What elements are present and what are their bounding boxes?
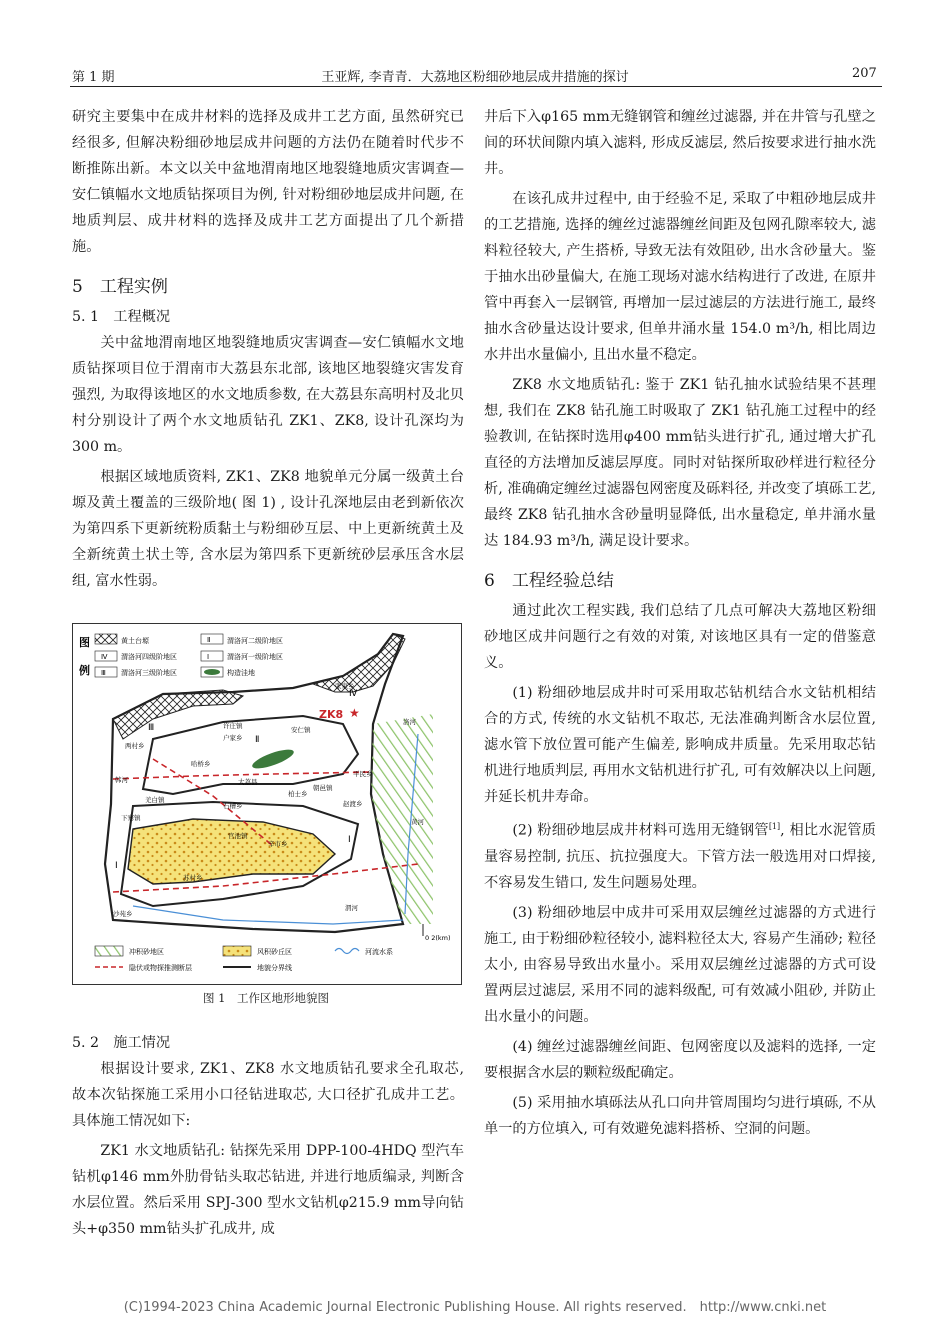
place-label: 赵渡乡 bbox=[343, 800, 363, 808]
legend-roman-i: Ⅰ bbox=[207, 653, 210, 661]
place-label: 两村乡 bbox=[125, 742, 145, 750]
place-label: 黄河 bbox=[411, 818, 424, 826]
legend-roman-ii: Ⅱ bbox=[207, 636, 211, 644]
issue-label: 第 1 期 bbox=[72, 70, 115, 85]
place-label: 柏士乡 bbox=[288, 790, 308, 798]
place-label: 张家乡 bbox=[335, 682, 355, 690]
place-label: 官池镇 bbox=[228, 832, 248, 840]
section-5-1-title: 5. 1 工程概况 bbox=[72, 309, 171, 325]
place-label: 石槽乡 bbox=[223, 802, 243, 810]
right-paragraph-1: 井后下入φ165 mm无缝钢管和缠丝过滤器, 并在井管与孔壁之间的环状间隙内填入滤料, 形成反滤层, 然后按要求进行抽水洗井。 bbox=[484, 109, 876, 177]
legend-roman-iv: Ⅳ bbox=[101, 653, 108, 661]
legend-tableland: 黄土台塬 bbox=[121, 637, 149, 645]
section-6-intro: 通过此次工程实践, 我们总结了几点可解决大荔地区粉细砂地区成井问题行之有效的对策, 对该地区具有一定的借鉴意义。 bbox=[484, 603, 876, 671]
page-number: 207 bbox=[852, 66, 877, 81]
zone-ii: Ⅱ bbox=[255, 735, 260, 745]
section-6-item-5: (5) 采用抽水填砾法从孔口向井管周围均匀进行填砾, 不从单一的方位填入, 可有效避免滤料搭桥、空洞的问题。 bbox=[484, 1094, 876, 1137]
figure-caption: 图 1 工作区地形地貌图 bbox=[203, 991, 329, 1005]
section-6-title: 6 工程经验总结 bbox=[484, 571, 614, 591]
terrain-map bbox=[73, 624, 461, 984]
section-5-2-title: 5. 2 施工情况 bbox=[72, 1035, 171, 1051]
place-label: 韩河 bbox=[115, 776, 128, 784]
figure-1-map bbox=[72, 623, 462, 985]
legend-weihe-4: 渭洛河四级阶地区 bbox=[121, 653, 177, 661]
item-2-text-a: (2) 粉细砂地层成井材料可选用无缝钢管 bbox=[512, 822, 769, 839]
legend-river-icon bbox=[335, 949, 359, 954]
section-5-title: 5 工程实例 bbox=[72, 277, 168, 297]
legend-weihe-3: 渭洛河三级阶地区 bbox=[121, 669, 177, 677]
zk8-label: ZK8 bbox=[319, 708, 344, 721]
intro-paragraph: 研究主要集中在成井材料的选择及成井工艺方面, 虽然研究已经很多, 但解决粉细砂地层成井问题的方法仍在随着时代步不断推陈出新。本文以关中盆地渭南地区地裂缝地质灾害调查—安仁镇幅水文地质钻探项目为例, 针对粉细砂地层成井问题, 在地质判层、成井材料的选择及成井工艺方面提出了几个新措施。 bbox=[72, 109, 464, 255]
place-label: 羌白镇 bbox=[145, 796, 165, 804]
legend-swatch-ii bbox=[201, 634, 223, 644]
legend-swatch-tableland bbox=[95, 634, 117, 644]
legend-weihe-2: 渭洛河二级阶地区 bbox=[227, 637, 283, 645]
legend-fault: 隐伏或物探推测断层 bbox=[129, 964, 192, 972]
place-label: 大荔县 bbox=[238, 778, 258, 786]
zone-i-w: Ⅰ bbox=[115, 861, 118, 871]
place-label: 沙苑乡 bbox=[113, 910, 133, 918]
place-label: 朝邑镇 bbox=[313, 784, 333, 792]
place-label: 户家乡 bbox=[223, 734, 243, 742]
place-label: 苏村乡 bbox=[183, 874, 203, 882]
place-label: 许庄镇 bbox=[223, 722, 243, 730]
scale-label: 0 2(km) bbox=[425, 934, 451, 942]
zone-i-e: Ⅰ bbox=[348, 835, 351, 845]
right-paragraph-3: ZK8 水文地质钻孔: 鉴于 ZK1 钻孔抽水试验结果不甚理想, 我们在 ZK8 钻孔施工时吸取了 ZK1 钻孔施工过程中的经验教训, 在钻探时选用φ400 mm钻头进行扩孔, 通过增大扩孔直径的方法增加反滤层厚度。同时对钻探所取砂样进行粒径分析, 准确确定缠丝过滤器包网密度及砾料径, 并改变了填砾工艺, 最终 ZK8 钻孔抽水含砂量明显降低, 出水量稳定, 单井涌水量达 184.93 m³/h, 满足设计要求。 bbox=[484, 377, 876, 549]
section-6-item-3: (3) 粉细砂地层中成井可采用双层缠丝过滤器的方式进行施工, 由于粉细砂粒径较小, 滤料粒径太大, 容易产生涌砂; 粒径太小, 由容易导致出水量小。采用双层缠丝过滤器的方式可设置两层过滤层, 采用不同的滤料级配, 可有效减小阻砂, 并防止出水量小的问题。 bbox=[484, 904, 876, 1025]
legend-title-1: 图 bbox=[79, 636, 90, 649]
place-label: 渭河 bbox=[345, 904, 358, 912]
section-5-2-paragraph-1: 根据设计要求, ZK1、ZK8 水文地质钻孔要求全孔取芯, 故本次钻探施工采用小口径钻进取芯, 大口径扩孔成井工艺。具体施工情况如下: bbox=[72, 1061, 464, 1129]
legend-boundary: 地貌分界线 bbox=[257, 964, 292, 972]
left-column-lower bbox=[72, 1030, 464, 1246]
legend-alluvial: 冲积砂地区 bbox=[129, 948, 164, 956]
place-label: 辛市乡 bbox=[268, 840, 288, 848]
tableland-ne bbox=[313, 634, 405, 692]
depression-icon bbox=[204, 669, 220, 675]
right-paragraph-2: 在该孔成井过程中, 由于经验不足, 采取了中粗砂地层成井的工艺措施, 选择的缠丝过滤器缠丝间距及包网孔隙率较大, 滤料粒径较大, 产生搭桥, 导致无法有效阻砂, 出水含砂量大。鉴于抽水出砂量偏大, 在施工现场对滤水结构进行了改进, 在原井管中再套入一层钢管, 再增加一层过滤层的方法进行施工, 最终抽水含砂量达设计要求, 但单井涌水量 154.0 m³/h, 相比周边水井出水量偏小, 且出水量不稳定。 bbox=[484, 191, 876, 363]
legend-eolian: 风积砂丘区 bbox=[257, 948, 292, 956]
zk8-star-icon: ★ bbox=[349, 706, 360, 720]
left-column bbox=[72, 104, 464, 598]
zone-iv: Ⅳ bbox=[349, 689, 358, 699]
header-rule bbox=[70, 86, 882, 87]
item-2-text-b: , 相比水泥管质量容易控制, 抗压、抗拉强度大。下管方法一般选用对口焊接, 不容易发生错口, 发生问题易处理。 bbox=[484, 822, 876, 891]
legend-roman-iii: Ⅲ bbox=[101, 669, 106, 677]
legend-title-2: 例 bbox=[79, 664, 90, 677]
section-5-1-paragraph-2: 根据区域地质资料, ZK1、ZK8 地貌单元分属一级黄土台塬及黄土覆盖的三级阶地( 图 1) , 设计孔深地层由老到新依次为第四系下更新统粉质黏土与粉细砂互层、中上更新统黄土及全新统黄土状土等, 含水层为第四系下更新统砂层承压含水层组, 富水性弱。 bbox=[72, 469, 464, 589]
place-label: 下寨镇 bbox=[121, 814, 141, 822]
section-6-item-2 bbox=[484, 814, 876, 896]
legend-weihe-1: 渭洛河一级阶地区 bbox=[227, 653, 283, 661]
legend-swatch-eolian bbox=[223, 946, 251, 956]
citation-ref[interactable]: [1] bbox=[768, 822, 781, 831]
legend-river: 河流水系 bbox=[365, 948, 393, 956]
right-column bbox=[484, 104, 876, 1146]
place-label: 安仁镇 bbox=[291, 726, 311, 734]
place-label: 平民乡 bbox=[353, 770, 373, 778]
legend-depression: 构造洼地 bbox=[227, 669, 255, 677]
section-6-item-1: (1) 粉细砂地层成井时可采用取芯钻机结合水文钻机相结合的方式, 传统的水文钻机不取芯, 无法准确判断含水层位置, 滤水管下放位置可能产生偏差, 影响成井质量。先采用取芯钻机进行地质判层, 再用水文钻机进行扩孔, 可有效解决以上问题, 并延长机井寿命。 bbox=[484, 685, 876, 805]
place-label: 洛河 bbox=[403, 718, 416, 726]
running-title: 王亚辉, 李青青．大荔地区粉细砂地层成井措施的探讨 bbox=[321, 70, 629, 85]
place-label: 哈桥乡 bbox=[191, 760, 211, 768]
section-5-2-paragraph-2: ZK1 水文地质钻孔: 钻探先采用 DPP-100-4HDQ 型汽车钻机φ146 mm外肋骨钻头取芯钻进, 并进行地质编录, 判断含水层位置。然后采用 SPJ-300 型水文钻机φ215.9 mm导向钻头+φ350 mm钻头扩孔成井, 成 bbox=[72, 1143, 464, 1237]
section-5-1-paragraph-1: 关中盆地渭南地区地裂缝地质灾害调查—安仁镇幅水文地质钻探项目位于渭南市大荔县东北部, 该地区地裂缝灾害发育强烈, 为取得该地区的水文地质参数, 在大荔县东高明村及北贝村分别设计了两个水文地质钻孔 ZK1、ZK8, 设计孔深均为 300 m。 bbox=[72, 335, 464, 455]
legend-swatch-alluvial bbox=[95, 946, 123, 956]
legend-swatch-iii bbox=[95, 667, 117, 677]
zone-iii: Ⅲ bbox=[148, 723, 155, 733]
legend-swatch-i bbox=[201, 651, 223, 661]
copyright-footer: (C)1994-2023 China Academic Journal Electronic Publishing House. All rights reserved. http://www.cnki.net bbox=[123, 1300, 827, 1315]
section-6-item-4: (4) 缠丝过滤器缠丝间距、包网密度以及滤料的选择, 一定要根据含水层的颗粒级配确定。 bbox=[484, 1038, 876, 1081]
